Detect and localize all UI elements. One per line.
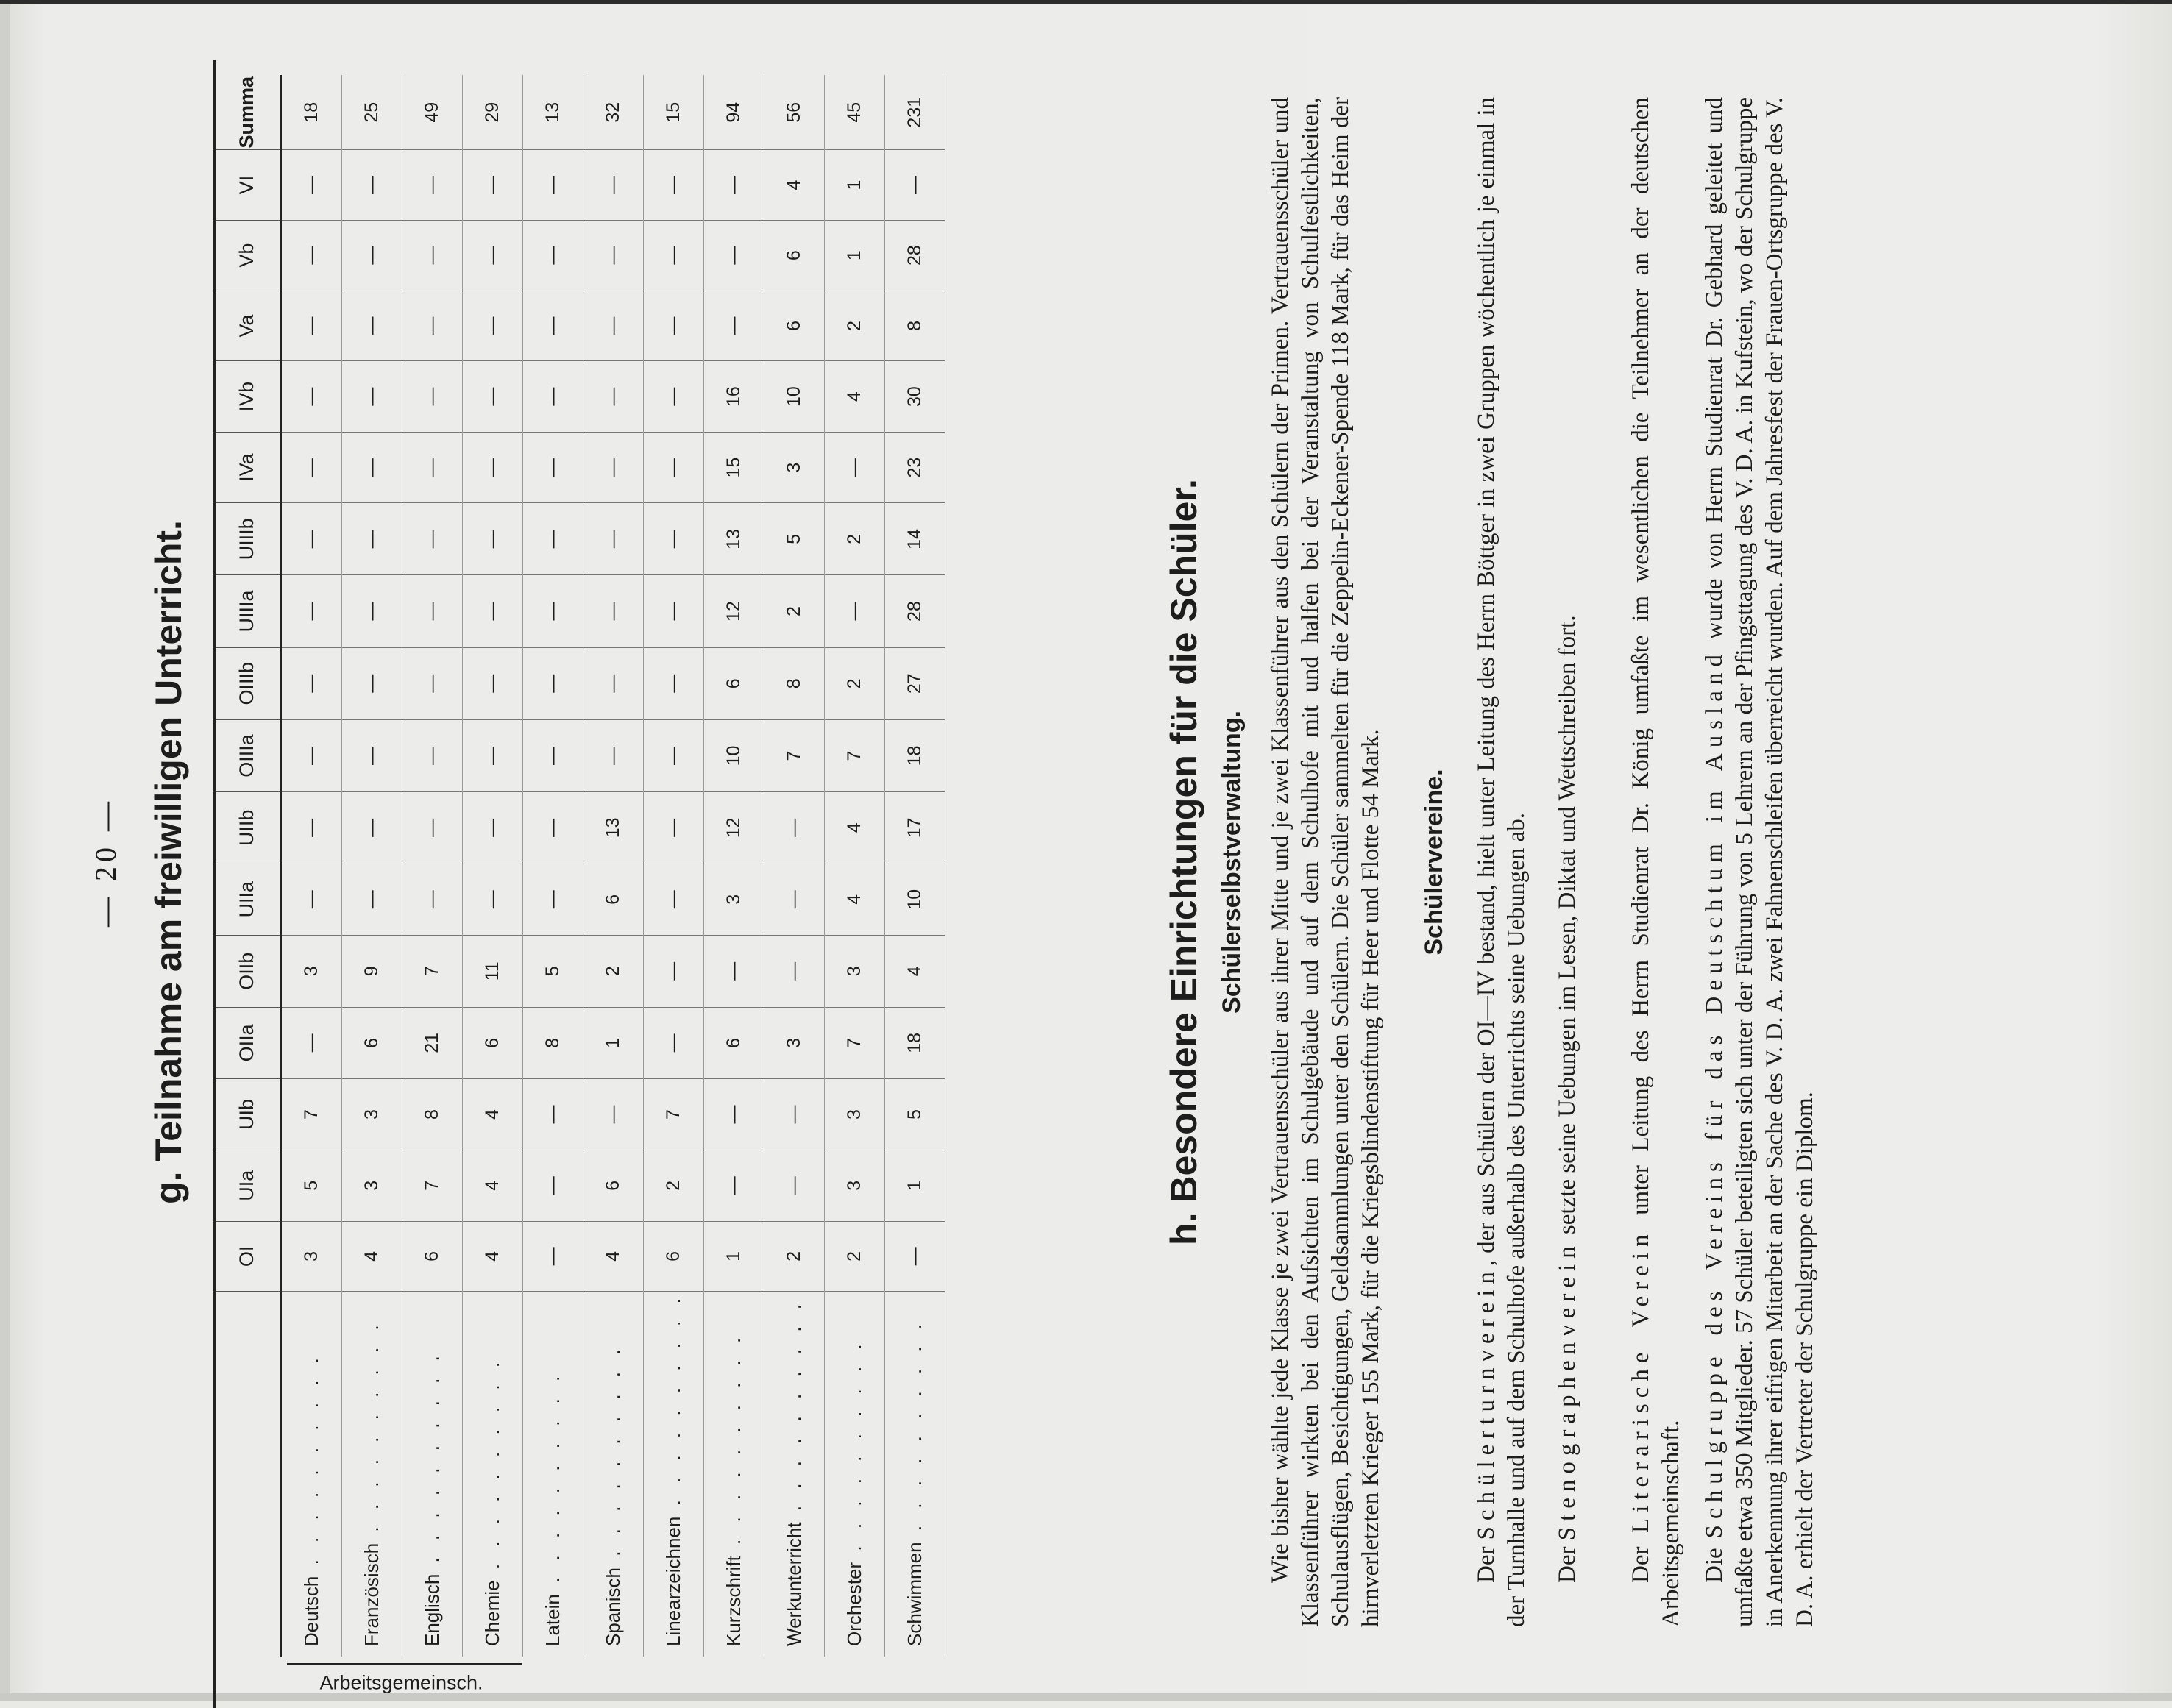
- table-row: [583, 75, 644, 1657]
- subheading-clubs: Schülervereine.: [1420, 769, 1448, 956]
- row-label-text: Englisch: [421, 1573, 443, 1646]
- table-cell: —: [281, 150, 342, 220]
- table-cell: 4: [825, 361, 885, 433]
- leader-dots: . . . . . . . . . .: [904, 1317, 926, 1542]
- table-cell: —: [402, 792, 463, 864]
- table-cell: 6: [342, 1007, 402, 1079]
- table-cell: —: [644, 220, 704, 291]
- row-label-text: Deutsch: [300, 1576, 322, 1646]
- table-cell: —: [523, 792, 583, 864]
- table-cell: —: [402, 361, 463, 433]
- table-cell: —: [342, 432, 402, 502]
- table-cell: —: [281, 575, 342, 647]
- table-cell: —: [281, 503, 342, 575]
- literary-club-name: Literarische Verein: [1628, 1228, 1654, 1534]
- table-cell: 23: [885, 432, 945, 502]
- group-bracket: [287, 1663, 522, 1707]
- table-cell: 5: [523, 936, 583, 1008]
- column-header-oiiib: OIIIb: [213, 647, 281, 719]
- table-row: [704, 75, 764, 1657]
- leader-dots: . . . . . . . . . .: [662, 1292, 684, 1517]
- table-cell: —: [523, 1079, 583, 1150]
- table-cell: —: [583, 432, 644, 502]
- table-cell: 7: [402, 936, 463, 1008]
- table-cell: 3: [342, 1079, 402, 1150]
- table-cell: —: [281, 1007, 342, 1079]
- table-row: [885, 75, 945, 1657]
- table-cell: —: [644, 647, 704, 719]
- table-cell: 17: [885, 792, 945, 864]
- column-header-uia: UIa: [213, 1150, 281, 1221]
- table-cell: —: [342, 864, 402, 935]
- table-cell: 13: [704, 503, 764, 575]
- row-label-text: Französisch: [361, 1542, 383, 1646]
- table-cell: 3: [281, 936, 342, 1008]
- table-cell: —: [644, 792, 704, 864]
- table-cell: 3: [825, 936, 885, 1008]
- table-cell: 2: [764, 1221, 825, 1292]
- table-cell: —: [402, 864, 463, 935]
- table-cell: 5: [885, 1079, 945, 1150]
- gym-club-text: , der aus Schülern der OI—IV bestand, hielt unter Leitung des Herrn Böttger in zwei Gruppen wöchentlich je einmal in der Turnhalle und auf dem Schulhofe außerhalb des Unterrichts seine Uebungen ab.: [1473, 96, 1530, 1627]
- group-label: Arbeitsgemeinsch.: [319, 1671, 483, 1694]
- table-cell: —: [342, 150, 402, 220]
- table-row: [402, 75, 463, 1657]
- leader-dots: . . . . . . . . . .: [783, 1298, 805, 1523]
- leader-dots: . . . . . . . . . .: [421, 1350, 443, 1574]
- row-label: [583, 1292, 644, 1657]
- table-cell: 4: [342, 1221, 402, 1292]
- row-label-text: Spanisch: [602, 1568, 624, 1646]
- table-cell: 10: [764, 361, 825, 433]
- table-row: [764, 75, 825, 1657]
- row-label: [523, 1292, 583, 1657]
- table-cell: —: [523, 503, 583, 575]
- table-row: [463, 75, 523, 1657]
- table-cell: —: [583, 150, 644, 220]
- table-cell: 10: [704, 719, 764, 791]
- table-cell: —: [583, 647, 644, 719]
- row-label-text: Linearzeichnen: [662, 1516, 684, 1646]
- table-cell: 2: [825, 291, 885, 361]
- table-cell: —: [583, 220, 644, 291]
- table-cell: —: [583, 503, 644, 575]
- table-cell: 7: [402, 1150, 463, 1221]
- table-cell: 28: [885, 575, 945, 647]
- table-cell: 7: [825, 719, 885, 791]
- column-header-uiib: UIIb: [213, 792, 281, 864]
- row-label: [342, 1292, 402, 1657]
- row-sum-cell: 15: [644, 75, 704, 150]
- table-cell: —: [281, 432, 342, 502]
- table-cell: —: [644, 150, 704, 220]
- table-cell: —: [704, 220, 764, 291]
- table-cell: —: [402, 220, 463, 291]
- literary-club-text: unter Leitung des Herrn Studienrat Dr. König umfaßte im wesentlichen die Teilnehmer an der deutschen Arbeitsgemeinschaft.: [1628, 97, 1684, 1627]
- table-cell: —: [764, 864, 825, 935]
- steno-club-name: Stenographenverein: [1554, 1240, 1580, 1541]
- leader-dots: . . . . . . . . . .: [361, 1319, 383, 1543]
- row-sum-cell: 29: [463, 75, 523, 150]
- table-cell: 18: [885, 1007, 945, 1079]
- table-cell: 8: [885, 291, 945, 361]
- table-cell: 5: [764, 503, 825, 575]
- table-cell: —: [463, 220, 523, 291]
- table-cell: 3: [281, 1221, 342, 1292]
- row-label-text: Werkunterricht: [783, 1522, 805, 1646]
- scan-top-edge: [0, 0, 2172, 4]
- table-cell: —: [825, 432, 885, 502]
- page-number: — 20 —: [89, 797, 122, 927]
- table-cell: —: [523, 575, 583, 647]
- table-cell: —: [342, 575, 402, 647]
- table-cell: —: [523, 291, 583, 361]
- table-cell: —: [402, 291, 463, 361]
- column-header-va: Va: [213, 291, 281, 361]
- paragraph-literary-club: [1626, 97, 1686, 1627]
- table-cell: 4: [463, 1221, 523, 1292]
- table-cell: —: [704, 150, 764, 220]
- row-sum-cell: 25: [342, 75, 402, 150]
- table-cell: —: [463, 503, 523, 575]
- table-cell: 6: [644, 1221, 704, 1292]
- table-heading: g. Teilnahme am freiwilligen Unterricht.: [148, 520, 189, 1204]
- participation-table-wrapper: [213, 75, 1170, 1694]
- table-cell: —: [281, 719, 342, 791]
- row-label-text: Kurzschrift: [723, 1556, 745, 1646]
- column-header-vi: VI: [213, 150, 281, 220]
- table-cell: 12: [704, 575, 764, 647]
- table-cell: 6: [402, 1221, 463, 1292]
- row-label: [463, 1292, 523, 1657]
- table-cell: —: [281, 792, 342, 864]
- row-sum-cell: 94: [704, 75, 764, 150]
- gym-club-name: Schülerturnverein: [1473, 1266, 1500, 1540]
- table-cell: 2: [825, 647, 885, 719]
- leader-dots: . . . . . . . . . .: [723, 1331, 745, 1556]
- table-cell: —: [281, 647, 342, 719]
- table-cell: —: [523, 719, 583, 791]
- table-cell: —: [644, 1007, 704, 1079]
- table-cell: 6: [583, 1150, 644, 1221]
- table-body: [281, 75, 945, 1657]
- row-label-text: Schwimmen: [904, 1542, 926, 1646]
- table-cell: 3: [825, 1079, 885, 1150]
- table-cell: —: [463, 361, 523, 433]
- table-cell: —: [463, 432, 523, 502]
- table-top-rule: [213, 60, 216, 1708]
- column-header-vb: Vb: [213, 220, 281, 291]
- table-cell: 4: [764, 150, 825, 220]
- table-cell: —: [704, 936, 764, 1008]
- table-cell: 14: [885, 503, 945, 575]
- table-cell: 7: [764, 719, 825, 791]
- table-cell: 3: [825, 1150, 885, 1221]
- table-cell: 1: [885, 1150, 945, 1221]
- row-sum-cell: 13: [523, 75, 583, 150]
- header-label-cell: [213, 1292, 281, 1657]
- table-cell: —: [402, 150, 463, 220]
- table-cell: —: [463, 647, 523, 719]
- column-header-summa: Summa: [213, 75, 281, 150]
- paragraph-gym-club: [1472, 97, 1532, 1627]
- table-cell: —: [342, 503, 402, 575]
- scan-left-edge: [0, 0, 10, 1701]
- table-cell: —: [885, 150, 945, 220]
- table-cell: —: [281, 291, 342, 361]
- column-header-oiib: OIIb: [213, 936, 281, 1008]
- table-cell: —: [644, 719, 704, 791]
- table-cell: —: [523, 647, 583, 719]
- table-cell: —: [463, 150, 523, 220]
- column-header-iva: IVa: [213, 432, 281, 502]
- table-cell: 1: [825, 150, 885, 220]
- table-cell: —: [402, 575, 463, 647]
- table-cell: 2: [825, 503, 885, 575]
- table-cell: —: [402, 647, 463, 719]
- table-cell: —: [764, 936, 825, 1008]
- table-cell: 6: [463, 1007, 523, 1079]
- paragraph-steno-club: [1552, 97, 1583, 1627]
- row-sum-cell: 49: [402, 75, 463, 150]
- table-cell: —: [644, 361, 704, 433]
- table-cell: —: [463, 719, 523, 791]
- article-der-1: Der: [1473, 1546, 1500, 1583]
- row-label-text: Latein: [542, 1594, 564, 1646]
- leader-dots: . . . . . . . . . .: [481, 1356, 503, 1581]
- column-header-oi: OI: [213, 1221, 281, 1292]
- participation-table: [213, 75, 945, 1657]
- table-row: [644, 75, 704, 1657]
- table-cell: 7: [644, 1079, 704, 1150]
- row-sum-cell: 45: [825, 75, 885, 150]
- table-cell: 18: [885, 719, 945, 791]
- table-cell: —: [463, 864, 523, 935]
- table-cell: 1: [825, 220, 885, 291]
- table-cell: —: [523, 361, 583, 433]
- table-cell: 6: [583, 864, 644, 935]
- table-row: [825, 75, 885, 1657]
- leader-dots: . . . . . . . . . .: [602, 1343, 624, 1568]
- table-cell: 15: [704, 432, 764, 502]
- table-cell: —: [644, 575, 704, 647]
- table-cell: 8: [402, 1079, 463, 1150]
- table-cell: —: [825, 575, 885, 647]
- table-cell: —: [583, 291, 644, 361]
- table-cell: 2: [644, 1150, 704, 1221]
- column-header-uiia: UIIa: [213, 864, 281, 935]
- table-cell: 2: [825, 1221, 885, 1292]
- paragraph-vda-group: [1700, 97, 1820, 1627]
- table-cell: 4: [825, 792, 885, 864]
- table-cell: —: [644, 432, 704, 502]
- table-cell: 13: [583, 792, 644, 864]
- table-cell: 3: [764, 432, 825, 502]
- table-cell: 4: [885, 936, 945, 1008]
- table-cell: —: [644, 291, 704, 361]
- table-row: [281, 75, 342, 1657]
- table-cell: 1: [704, 1221, 764, 1292]
- table-cell: —: [583, 575, 644, 647]
- table-cell: —: [281, 361, 342, 433]
- column-header-oiiia: OIIIa: [213, 719, 281, 791]
- table-cell: —: [523, 1150, 583, 1221]
- row-label-text: Orchester: [843, 1562, 865, 1646]
- table-row: [342, 75, 402, 1657]
- table-cell: —: [644, 864, 704, 935]
- table-cell: —: [342, 719, 402, 791]
- row-label: [704, 1292, 764, 1657]
- table-cell: —: [402, 719, 463, 791]
- table-cell: —: [523, 432, 583, 502]
- table-cell: 1: [583, 1007, 644, 1079]
- table-header-row: [213, 75, 281, 1657]
- table-cell: —: [342, 647, 402, 719]
- table-cell: —: [342, 792, 402, 864]
- table-cell: —: [281, 864, 342, 935]
- table-cell: —: [342, 361, 402, 433]
- article-der-2: Der: [1554, 1546, 1580, 1583]
- rotated-page-content: [88, 68, 2148, 1694]
- table-cell: 9: [342, 936, 402, 1008]
- paragraph-self-admin: Wie bisher wählte jede Klasse je zwei Vertrauensschüler aus ihrer Mitte und je zwei Klassenführer aus den Schülern der Primen. Vertrauensschüler und Klassenführer wirkten bei den Aufsichten im Schulgebäude und auf dem Schulhofe mit und halfen bei der Veranstaltung von Schulfestlichkeiten, Schulausflügen, Besichtigungen, Geldsammlungen unter den Schülern. Die Schüler sammelten für die Zeppelin-Eckener-Spende 118 Mark, für das Heim der hirnverletzten Krieger 155 Mark, für die Kriegsblindenstiftung für Heer und Flotte 54 Mark.: [1267, 97, 1384, 1627]
- table-row: [523, 75, 583, 1657]
- table-cell: —: [523, 1221, 583, 1292]
- table-cell: —: [704, 1079, 764, 1150]
- row-sum-cell: 231: [885, 75, 945, 150]
- table-cell: —: [644, 503, 704, 575]
- column-header-uiiia: UIIIa: [213, 575, 281, 647]
- table-cell: 7: [281, 1079, 342, 1150]
- table-cell: 4: [463, 1079, 523, 1150]
- vda-group-name: Schulgruppe des Vereins für das Deutschtum im Ausland: [1701, 649, 1728, 1539]
- column-header-oiia: OIIa: [213, 1007, 281, 1079]
- table-cell: —: [583, 361, 644, 433]
- table-cell: 2: [764, 575, 825, 647]
- table-cell: —: [281, 220, 342, 291]
- table-cell: 6: [704, 1007, 764, 1079]
- row-label-text: Chemie: [481, 1580, 503, 1646]
- table-cell: 4: [463, 1150, 523, 1221]
- table-cell: —: [704, 1150, 764, 1221]
- row-label: [885, 1292, 945, 1657]
- table-cell: 28: [885, 220, 945, 291]
- table-cell: 3: [342, 1150, 402, 1221]
- row-label: [281, 1292, 342, 1657]
- table-cell: —: [583, 1079, 644, 1150]
- table-cell: —: [402, 503, 463, 575]
- table-cell: —: [342, 220, 402, 291]
- table-cell: —: [523, 220, 583, 291]
- table-cell: —: [523, 864, 583, 935]
- special-heading: h. Besondere Einrichtungen für die Schüler.: [1163, 479, 1204, 1245]
- row-label: [402, 1292, 463, 1657]
- table-cell: 8: [523, 1007, 583, 1079]
- table-cell: 3: [764, 1007, 825, 1079]
- table-cell: —: [764, 1079, 825, 1150]
- table-cell: 8: [764, 647, 825, 719]
- table-cell: —: [463, 575, 523, 647]
- leader-dots: . . . . . . . . . .: [300, 1352, 322, 1576]
- article-der-3: Der: [1628, 1546, 1654, 1583]
- leader-dots: . . . . . . . . . .: [542, 1370, 564, 1595]
- column-header-ivb: IVb: [213, 361, 281, 433]
- table-cell: 27: [885, 647, 945, 719]
- table-cell: 4: [825, 864, 885, 935]
- table-cell: —: [523, 150, 583, 220]
- column-header-uiiib: UIIIb: [213, 503, 281, 575]
- table-cell: —: [764, 792, 825, 864]
- table-cell: 6: [704, 647, 764, 719]
- row-label: [764, 1292, 825, 1657]
- table-cell: 30: [885, 361, 945, 433]
- table-cell: —: [402, 432, 463, 502]
- table-cell: —: [463, 291, 523, 361]
- table-cell: 5: [281, 1150, 342, 1221]
- table-cell: 3: [704, 864, 764, 935]
- subheading-self-admin: Schülerselbstverwaltung.: [1218, 711, 1246, 1014]
- row-sum-cell: 56: [764, 75, 825, 150]
- table-cell: 6: [764, 291, 825, 361]
- table-cell: —: [342, 291, 402, 361]
- table-cell: 4: [583, 1221, 644, 1292]
- leader-dots: . . . . . . . . . .: [843, 1338, 865, 1562]
- steno-club-text: setzte seine Uebungen im Lesen, Diktat und Wettschreiben fort.: [1554, 615, 1580, 1241]
- vda-group-text: wurde von Herrn Studienrat Dr. Gebhard geleitet und umfaßte etwa 350 Mitglieder. 57 Schüler beteiligten sich unter der Führung von 5 Lehrern an der Pfingsttagung des V. D. A. in Kufstein, wo der Schulgruppe in Anerkennung ihrer eifrigen Mitarbeit an der Sache des V. D. A. zwei Fahnenschleifen überreicht wurden. Auf dem Jahresfest der Frauen-Ortsgruppe des V. D. A. erhielt der Vertreter der Schulgruppe ein Diplom.: [1701, 97, 1818, 1627]
- table-cell: —: [644, 936, 704, 1008]
- row-label: [644, 1292, 704, 1657]
- table-cell: 7: [825, 1007, 885, 1079]
- table-cell: 12: [704, 792, 764, 864]
- table-cell: 16: [704, 361, 764, 433]
- table-cell: —: [885, 1221, 945, 1292]
- row-sum-cell: 32: [583, 75, 644, 150]
- table-cell: 10: [885, 864, 945, 935]
- row-sum-cell: 18: [281, 75, 342, 150]
- table-cell: —: [704, 291, 764, 361]
- table-cell: 2: [583, 936, 644, 1008]
- table-cell: 21: [402, 1007, 463, 1079]
- column-header-uib: UIb: [213, 1079, 281, 1150]
- table-cell: —: [583, 719, 644, 791]
- table-cell: 6: [764, 220, 825, 291]
- row-label: [825, 1292, 885, 1657]
- article-die: Die: [1701, 1548, 1728, 1583]
- table-cell: —: [463, 792, 523, 864]
- table-cell: —: [764, 1150, 825, 1221]
- table-cell: 11: [463, 936, 523, 1008]
